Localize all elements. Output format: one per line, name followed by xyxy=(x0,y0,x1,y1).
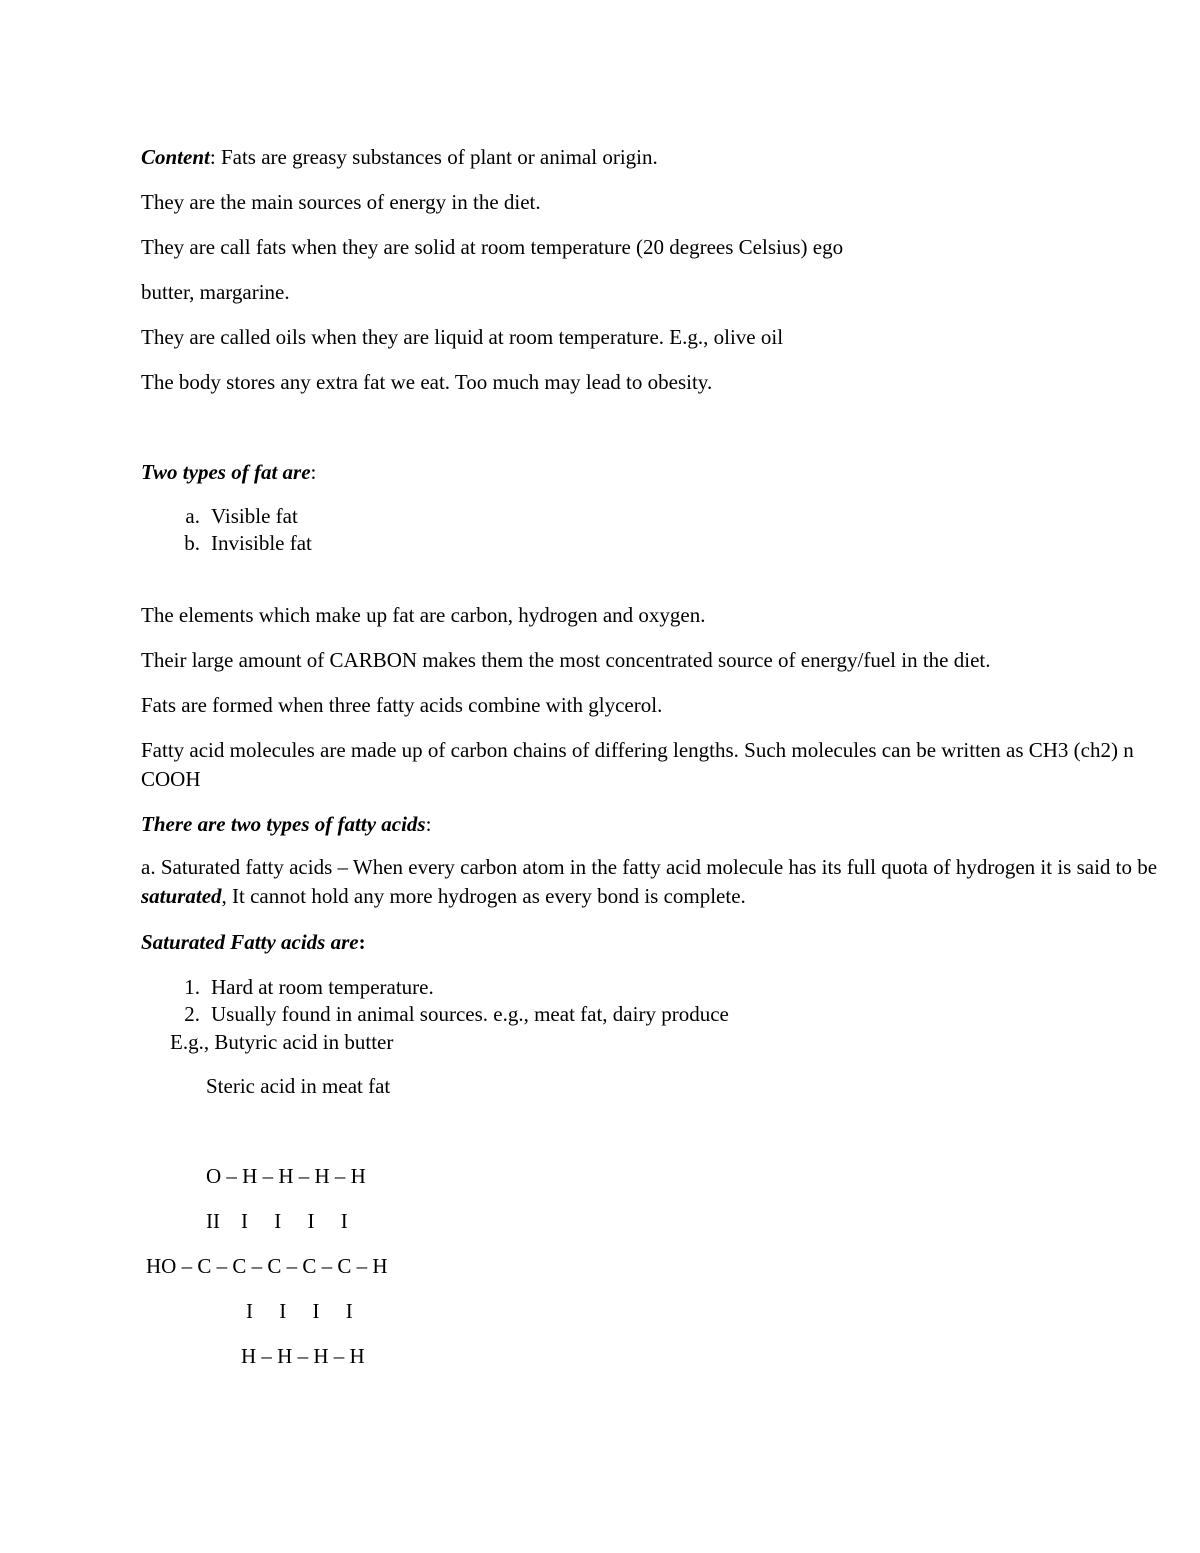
structure-row-carbon-chain: HO – C – C – C – C – C – H xyxy=(146,1254,388,1278)
butyric-example: E.g., Butyric acid in butter xyxy=(170,1030,394,1054)
fatty-acids-heading-text: There are two types of fatty acids xyxy=(141,812,426,836)
list-marker: a. xyxy=(185,504,200,528)
fatty-acids-heading xyxy=(141,814,431,835)
structure-row-upper-links: II I I I I xyxy=(206,1209,348,1233)
fat-types-heading xyxy=(141,462,316,483)
saturated-props-heading-colon: : xyxy=(358,930,366,954)
energy-source-line: They are the main sources of energy in the diet. xyxy=(141,190,541,214)
elements-line: The elements which make up fat are carbon, hydrogen and oxygen. xyxy=(141,603,706,627)
content-text: : Fats are greasy substances of plant or animal origin. xyxy=(209,145,658,169)
fat-types-heading-colon: : xyxy=(310,460,317,484)
structure-row-top-bonds: O – H – H – H – H xyxy=(206,1164,366,1188)
solid-fats-line: They are call fats when they are solid at room temperature (20 degrees Celsius) ego xyxy=(141,235,844,259)
list-item-text: Invisible fat xyxy=(211,531,312,555)
fat-types-heading-text: Two types of fat are xyxy=(141,460,311,484)
list-item xyxy=(164,506,298,527)
oils-line: They are called oils when they are liquid at room temperature. E.g., olive oil xyxy=(141,325,784,349)
list-item-text: Usually found in animal sources. e.g., meat fat, dairy produce xyxy=(211,1002,729,1026)
steric-example: Steric acid in meat fat xyxy=(206,1074,391,1098)
saturated-word: saturated xyxy=(141,884,222,908)
content-label: Content xyxy=(141,145,210,169)
saturated-props-heading-text: Saturated Fatty acids are xyxy=(141,930,359,954)
list-item xyxy=(164,1004,729,1025)
saturated-paragraph xyxy=(141,853,1171,911)
structure-row-lower-links: I I I I xyxy=(246,1299,353,1323)
list-item-text: Hard at room temperature. xyxy=(211,975,434,999)
fatty-acid-molecules-paragraph: Fatty acid molecules are made up of carbon chains of differing lengths. Such molecules can be written as CH3 (ch2) n COOH xyxy=(141,738,1134,791)
saturated-text-post: , It cannot hold any more hydrogen as every bond is complete. xyxy=(221,884,746,908)
fatty-acids-heading-colon: : xyxy=(425,812,432,836)
saturated-props-heading xyxy=(141,932,366,953)
list-item xyxy=(164,533,312,554)
structure-row-bottom-bonds: H – H – H – H xyxy=(241,1344,365,1368)
list-marker: 1. xyxy=(184,975,200,999)
list-item xyxy=(164,977,434,998)
list-item-text: Visible fat xyxy=(211,504,298,528)
obesity-line: The body stores any extra fat we eat. Too much may lead to obesity. xyxy=(141,370,713,394)
list-marker: b. xyxy=(184,531,200,555)
content-paragraph xyxy=(141,147,658,168)
list-marker: 2. xyxy=(184,1002,200,1026)
glycerol-line: Fats are formed when three fatty acids combine with glycerol. xyxy=(141,693,663,717)
saturated-text-pre: a. Saturated fatty acids – When every carbon atom in the fatty acid molecule has its full quota of hydrogen it is said to be xyxy=(141,855,1158,879)
carbon-line: Their large amount of CARBON makes them the most concentrated source of energy/fuel in the diet. xyxy=(141,648,991,672)
examples-line: butter, margarine. xyxy=(141,280,290,304)
